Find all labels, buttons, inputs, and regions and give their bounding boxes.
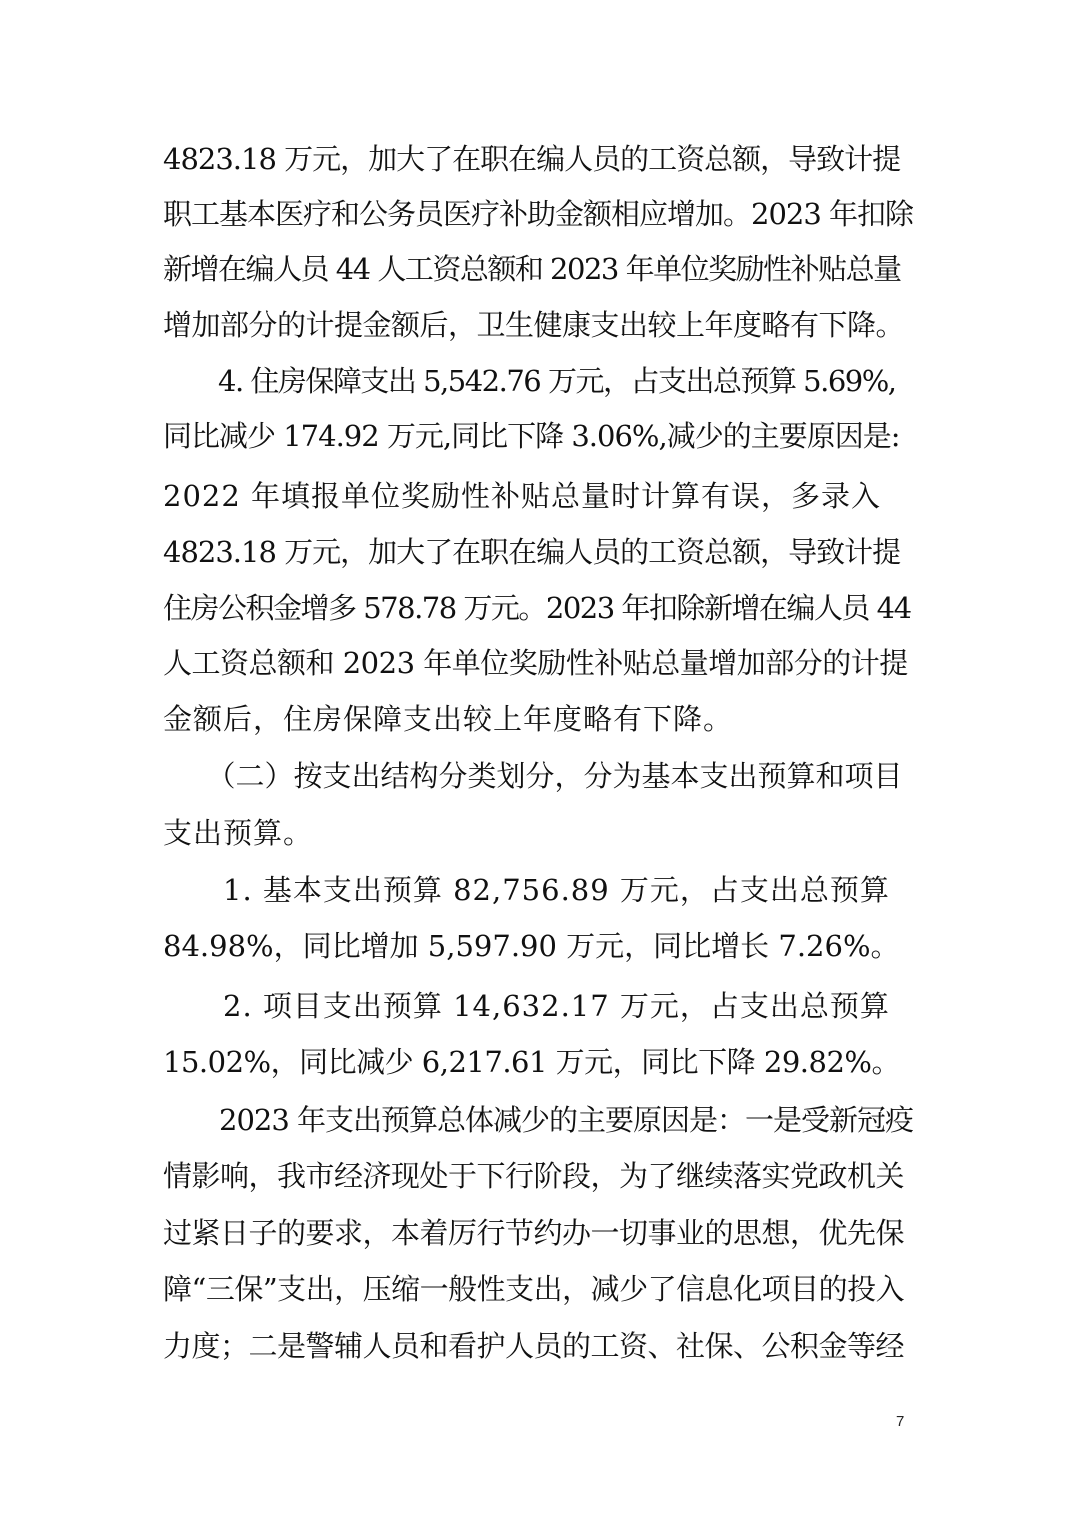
text-line: 力度；二是警辅人员和看护人员的工资、社保、公积金等经 [163,1329,905,1363]
text-line: 金额后，住房保障支出较上年度略有下降。 [163,702,734,736]
text-line: 人工资总额和 2023 年单位奖励性补贴总量增加部分的计提 [163,646,908,680]
text-line: 新增在编人员 44 人工资总额和 2023 年单位奖励性补贴总量 [163,252,901,286]
text-line: 2023 年支出预算总体减少的主要原因是：一是受新冠疫 [163,1103,913,1137]
text-line: 职工基本医疗和公务员医疗补助金额相应增加。2023 年扣除 [163,197,913,231]
text-line: 4823.18 万元，加大了在职在编人员的工资总额，导致计提 [163,535,901,569]
text-line: 过紧日子的要求，本着厉行节约办一切事业的思想，优先保 [163,1216,905,1250]
text-line: 支出预算。 [163,816,314,850]
text-line: 情影响，我市经济现处于下行阶段，为了继续落实党政机关 [163,1159,905,1193]
text-line: 1. 基本支出预算 82,756.89 万元，占支出总预算 [163,873,890,907]
text-line: 15.02%，同比减少 6,217.61 万元，同比下降 29.82%。 [163,1045,900,1079]
text-line: 2022 年填报单位奖励性补贴总量时计算有误，多录入 [163,479,882,513]
text-line: 同比减少 174.92 万元,同比下降 3.06%,减少的主要原因是: [163,419,900,453]
text-line: 障“三保”支出，压缩一般性支出，减少了信息化项目的投入 [163,1272,905,1306]
text-line: 2. 项目支出预算 14,632.17 万元，占支出总预算 [163,989,890,1023]
text-line: 增加部分的计提金额后，卫生健康支出较上年度略有下降。 [163,308,905,342]
text-line: 4. 住房保障支出 5,542.76 万元，占支出总预算 5.69%, [163,364,896,398]
text-line: 84.98%，同比增加 5,597.90 万元，同比增长 7.26%。 [163,929,900,963]
page-number: 7 [896,1413,905,1430]
text-line: 4823.18 万元，加大了在职在编人员的工资总额，导致计提 [163,142,901,176]
text-line: 住房公积金增多 578.78 万元。2023 年扣除新增在编人员 44 [163,591,911,625]
text-line: （二）按支出结构分类划分，分为基本支出预算和项目 [163,759,903,793]
